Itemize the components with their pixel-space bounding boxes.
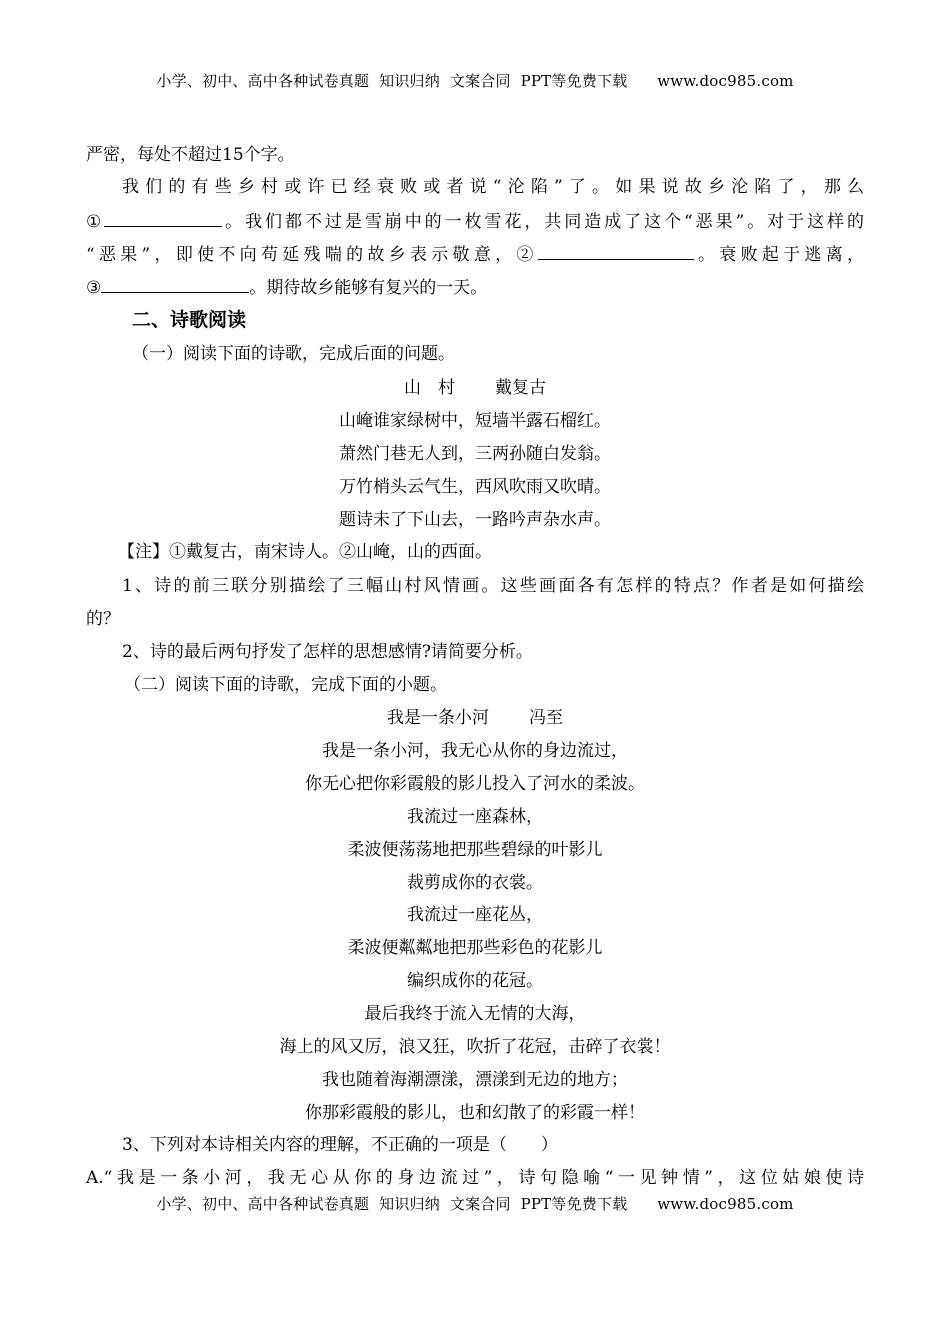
poem2-heading — [86, 706, 864, 730]
poem2-title: 我是一条小河 — [387, 708, 489, 728]
page-header: 小学、初中、高中各种试卷真题 知识归纳 文案合同 PPT等免费下载 www.doc985.com — [156, 72, 794, 90]
poem2-line-7: 柔波便粼粼地把那些彩色的花影儿 — [347, 938, 603, 958]
poem2-line-9: 最后我终于流入无情的大海， — [364, 1004, 586, 1024]
poem1-author: 戴复古 — [495, 378, 546, 398]
intro-line-4 — [86, 274, 864, 300]
poem2-line-1: 我是一条小河，我无心从你的身边流过， — [322, 741, 628, 761]
intro-line-1: 我们的有些乡村或许已经衰败或者说“沦陷”了。如果说故乡沦陷了，那么 — [122, 177, 864, 197]
poem2-line-5: 裁剪成你的衣裳。 — [407, 873, 543, 893]
intro-line-2-text: 。我们都不过是雪崩中的一枚雪花，共同造成了这个“恶果”。对于这样的 — [222, 212, 864, 232]
poem1-line-1: 山崦谁家绿树中，短墙半露石榴红。 — [339, 411, 611, 431]
poem2-line-6: 我流过一座花丛， — [407, 905, 543, 925]
intro-line-2 — [86, 208, 864, 234]
answer-blank-2[interactable] — [538, 241, 694, 260]
poem1-line-4: 题诗未了下山去，一路吟声杂水声。 — [339, 510, 611, 530]
question-2: 2、诗的最后两句抒发了怎样的思想感情?请简要分析。 — [122, 642, 533, 662]
answer-blank-1[interactable] — [104, 208, 222, 227]
intro-line-4-text: 。期待故乡能够有复兴的一天。 — [249, 278, 488, 298]
blank-marker-1: ① — [86, 212, 105, 232]
poem1-title: 山 村 — [404, 378, 455, 398]
option-a: A.“我是一条小河，我无心从你的身边流过”，诗句隐喻“一见钟情”，这位姑娘使诗 — [86, 1168, 864, 1188]
poem1-line-2: 萧然门巷无人到，三两孙随白发翁。 — [339, 444, 611, 464]
intro-line-3-text: “恶果”，即使不向苟延残喘的故乡表示敬意，② — [86, 245, 538, 265]
poem1-heading — [86, 376, 864, 400]
poem2-line-4: 柔波便荡荡地把那些碧绿的叶影儿 — [347, 840, 603, 860]
blank-marker-3: ③ — [86, 278, 102, 298]
poem1-line-3: 万竹梢头云气生，西风吹雨又吹晴。 — [339, 477, 611, 497]
question-3: 3、下列对本诗相关内容的理解，不正确的一项是（ ） — [122, 1135, 558, 1155]
poem2-line-10: 海上的风又厉，浪又狂，吹折了花冠，击碎了衣裳！ — [279, 1037, 671, 1057]
answer-blank-3[interactable] — [101, 274, 249, 293]
intro-line-3 — [86, 241, 864, 267]
poem2-line-8: 编织成你的花冠。 — [407, 971, 543, 991]
section-title: 二、诗歌阅读 — [132, 309, 247, 331]
poem2-line-12: 你那彩霞般的影儿，也和幻散了的彩霞一样！ — [305, 1103, 645, 1123]
poem2-line-2: 你无心把你彩霞般的影儿投入了河水的柔波。 — [305, 774, 645, 794]
part2-instruction: （二）阅读下面的诗歌，完成下面的小题。 — [124, 675, 447, 695]
poem2-line-3: 我流过一座森林， — [407, 807, 543, 827]
poem2-line-11: 我也随着海潮漂漾，漂漾到无边的地方； — [322, 1070, 628, 1090]
page-footer: 小学、初中、高中各种试卷真题 知识归纳 文案合同 PPT等免费下载 www.doc985.com — [156, 1195, 794, 1213]
poem1-note: 【注】①戴复古，南宋诗人。②山崦，山的西面。 — [118, 542, 492, 562]
question-1-line-1: 1、诗的前三联分别描绘了三幅山村风情画。这些画面各有怎样的特点？作者是如何描绘 — [122, 576, 864, 596]
intro-line-3-tail: 。衰败起于逃离， — [693, 245, 864, 265]
intro-line-0: 严密，每处不超过15个字。 — [86, 145, 295, 165]
part1-instruction: （一）阅读下面的诗歌，完成后面的问题。 — [132, 344, 455, 364]
question-1-line-2: 的？ — [86, 609, 120, 629]
poem2-author: 冯至 — [529, 708, 563, 728]
